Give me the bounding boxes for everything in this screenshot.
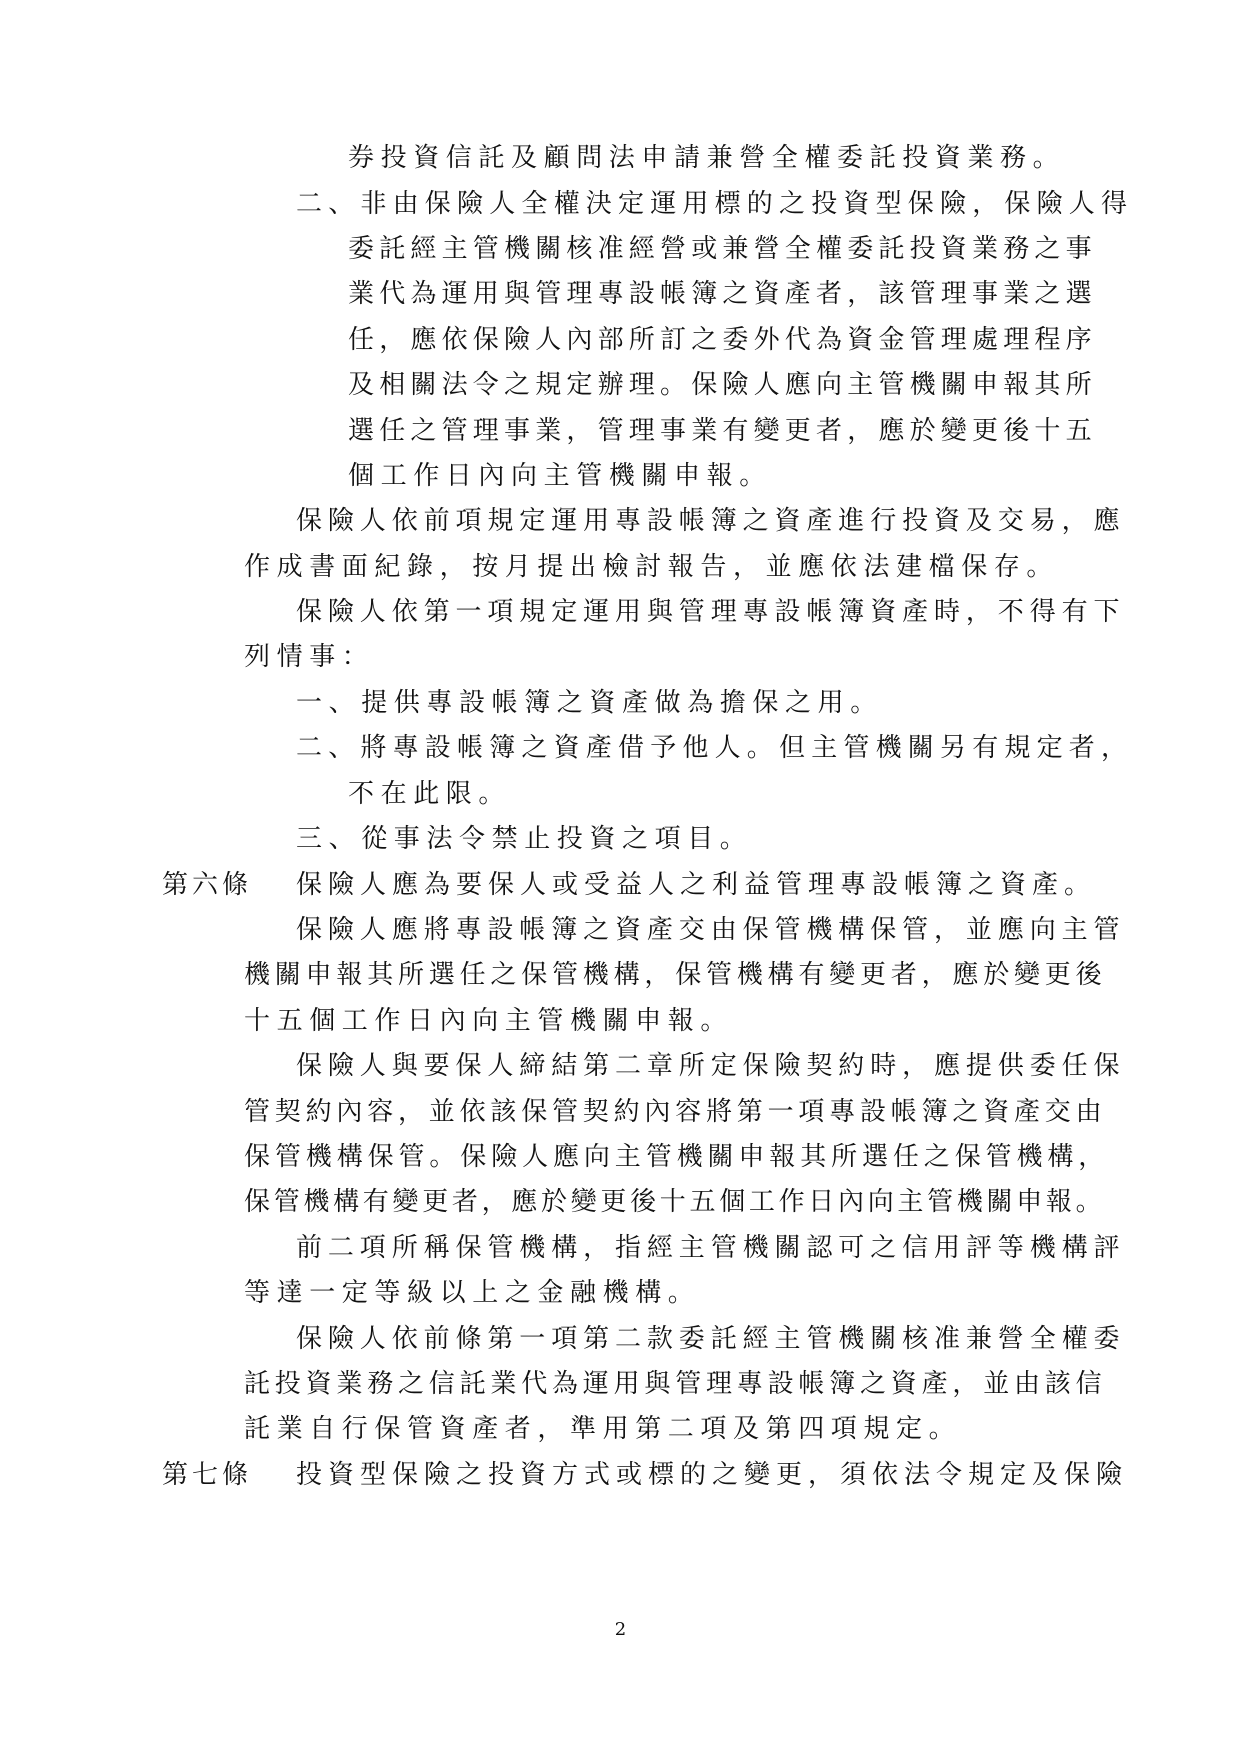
text-line: 託投資業務之信託業代為運用與管理專設帳簿之資產，並由該信 (244, 1369, 1107, 1399)
text-line: 委託經主管機關核准經營或兼營全權委託投資業務之事 (348, 234, 1097, 264)
text-line: 作成書面紀錄，按月提出檢討報告，並應依法建檔保存。 (244, 552, 1060, 582)
text-line: 保險人應為要保人或受益人之利益管理專設帳簿之資產。 (296, 870, 1097, 900)
text-line: 保險人與要保人締結第二章所定保險契約時，應提供委任保 (296, 1051, 1126, 1081)
page-number: 2 (614, 1619, 627, 1640)
text-line: 前二項所稱保管機構，指經主管機關認可之信用評等機構評 (296, 1233, 1126, 1263)
text-line: 管契約內容，並依該保管契約內容將第一項專設帳簿之資產交由 (244, 1097, 1107, 1127)
text-line: 保管機構有變更者，應於變更後十五個工作日內向主管機關申報。 (244, 1187, 1106, 1217)
text-line: 二、非由保險人全權決定運用標的之投資型保險，保險人得 (296, 189, 1134, 219)
text-line: 保管機構保管。保險人應向主管機關申報其所選任之保管機構， (244, 1142, 1110, 1172)
text-line: 一、提供專設帳簿之資產做為擔保之用。 (296, 688, 883, 718)
text-line: 券投資信託及顧問法申請兼營全權委託投資業務。 (348, 143, 1066, 173)
text-line: 保險人應將專設帳簿之資產交由保管機構保管，並應向主管 (296, 915, 1126, 945)
text-line: 保險人依前項規定運用專設帳簿之資產進行投資及交易，應 (296, 506, 1126, 536)
text-line: 等達一定等級以上之金融機構。 (244, 1278, 701, 1308)
article-label: 第六條 (162, 870, 253, 900)
text-line: 託業自行保管資產者，準用第二項及第四項規定。 (244, 1414, 962, 1444)
text-line: 列情事： (244, 642, 375, 672)
text-line: 三、從事法令禁止投資之項目。 (296, 824, 753, 854)
text-line: 個工作日內向主管機關申報。 (348, 461, 772, 491)
text-line: 及相關法令之規定辦理。保險人應向主管機關申報其所 (348, 370, 1097, 400)
text-line: 保險人依第一項規定運用與管理專設帳簿資產時，不得有下 (296, 597, 1126, 627)
text-line: 任，應依保險人內部所訂之委外代為資金管理處理程序 (348, 325, 1097, 355)
text-line: 業代為運用與管理專設帳簿之資產者，該管理事業之選 (348, 279, 1097, 309)
text-line: 十五個工作日內向主管機關申報。 (244, 1006, 734, 1036)
text-line: 選任之管理事業，管理事業有變更者，應於變更後十五 (348, 416, 1097, 446)
text-line: 保險人依前條第一項第二款委託經主管機關核准兼營全權委 (296, 1324, 1126, 1354)
text-line: 不在此限。 (348, 779, 512, 809)
article-label: 第七條 (162, 1460, 253, 1490)
text-line: 投資型保險之投資方式或標的之變更，須依法令規定及保險 (296, 1460, 1129, 1490)
text-line: 機關申報其所選任之保管機構，保管機構有變更者，應於變更後 (244, 960, 1107, 990)
text-line: 二、將專設帳簿之資產借予他人。但主管機關另有規定者， (296, 733, 1134, 763)
